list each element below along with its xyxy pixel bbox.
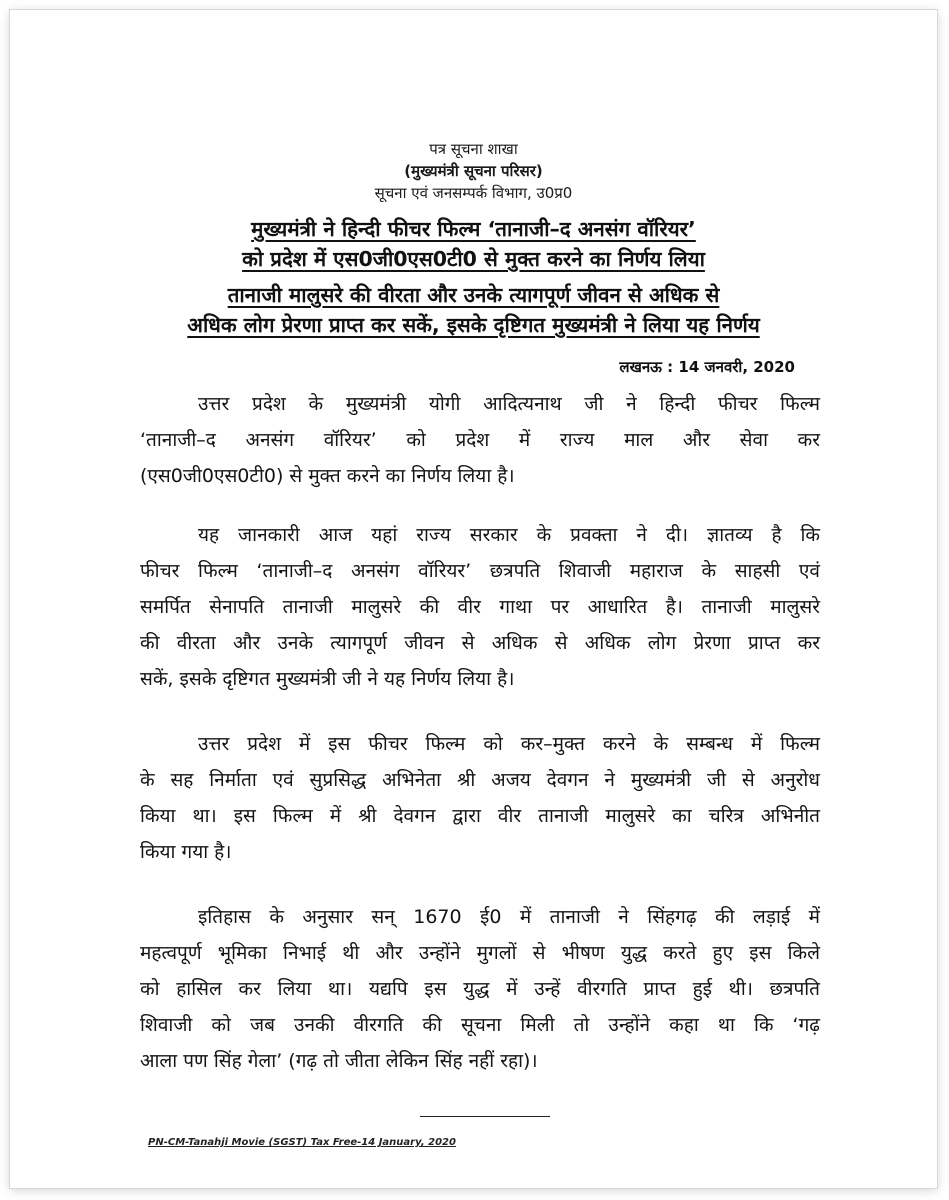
paragraph-3 [140, 726, 820, 870]
paragraph-line: सकें, इसके दृष्टिगत मुख्यमंत्री जी ने यह निर्णय लिया है। [140, 668, 515, 690]
paragraph-line: उत्तर प्रदेश के मुख्यमंत्री योगी आदित्यनाथ जी ने हिन्दी फीचर फिल्म [198, 393, 820, 415]
paragraph-line: फीचर फिल्म ‘तानाजी–द अनसंग वॉरियर’ छत्रपति शिवाजी महाराज के साहसी एवं [140, 560, 820, 582]
headline [10, 214, 937, 274]
paragraph-line: आला पण सिंह गेला’ (गढ़ तो जीता लेकिन सिंह नहीं रहा)। [140, 1050, 538, 1072]
end-divider [420, 1116, 550, 1117]
paragraph-line: को हासिल कर लिया था। यद्यपि इस युद्ध में उन्हें वीरगति प्राप्त हुई थी। छत्रपति [140, 978, 820, 1000]
office-name: (मुख्यमंत्री सूचना परिसर) [404, 162, 543, 180]
paragraph-line: (एस0जी0एस0टी0) से मुक्त करने का निर्णय लिया है। [140, 465, 515, 487]
paragraph-2 [140, 517, 820, 697]
paragraph-line: किया था। इस फिल्म में श्री देवगन द्वारा वीर तानाजी मालुसरे का चरित्र अभिनीत [140, 805, 820, 827]
paragraph-4 [140, 899, 820, 1079]
subheadline [10, 280, 937, 340]
document-page [10, 10, 937, 1188]
paragraph-line: शिवाजी को जब उनकी वीरगति की सूचना मिली तो उन्होंने कहा था कि ‘गढ़ [140, 1014, 820, 1036]
subheadline-line-1: तानाजी मालुसरे की वीरता और उनके त्यागपूर्ण जीवन से अधिक से [227, 283, 720, 307]
paragraph-line: महत्वपूर्ण भूमिका निभाई थी और उन्होंने मुगलों से भीषण युद्ध करते हुए इस किले [140, 942, 820, 964]
dateline: लखनऊ : 14 जनवरी, 2020 [619, 358, 795, 376]
paragraph-line: उत्तर प्रदेश में इस फीचर फिल्म को कर–मुक्त करने के सम्बन्ध में फिल्म [198, 733, 820, 755]
paragraph-line: की वीरता और उनके त्यागपूर्ण जीवन से अधिक से अधिक लोग प्रेरणा प्राप्त कर [140, 632, 820, 654]
headline-line-2: को प्रदेश में एस0जी0एस0टी0 से मुक्त करने का निर्णय लिया [242, 247, 705, 271]
paragraph-line: यह जानकारी आज यहां राज्य सरकार के प्रवक्ता ने दी। ज्ञातव्य है कि [198, 524, 820, 546]
paragraph-line: के सह निर्माता एवं सुप्रसिद्ध अभिनेता श्री अजय देवगन ने मुख्यमंत्री जी से अनुरोध [140, 769, 820, 791]
branch-name: पत्र सूचना शाखा [429, 140, 518, 158]
headline-line-1: मुख्यमंत्री ने हिन्दी फीचर फिल्म ‘तानाजी–द अनसंग वॉरियर’ [251, 217, 696, 241]
footer-reference: PN-CM-Tanahji Movie (SGST) Tax Free-14 January, 2020 [148, 1137, 456, 1148]
letterhead [10, 138, 937, 204]
paragraph-line: किया गया है। [140, 841, 232, 863]
subheadline-line-2: अधिक लोग प्रेरणा प्राप्त कर सकें, इसके दृष्टिगत मुख्यमंत्री ने लिया यह निर्णय [187, 313, 760, 337]
paragraph-line: समर्पित सेनापति तानाजी मालुसरे की वीर गाथा पर आधारित है। तानाजी मालुसरे [140, 596, 820, 618]
department-name: सूचना एवं जनसम्पर्क विभाग, उ0प्र0 [374, 184, 573, 202]
paragraph-line: ‘तानाजी–द अनसंग वॉरियर’ को प्रदेश में राज्य माल और सेवा कर [140, 429, 820, 451]
paragraph-1 [140, 386, 820, 494]
paragraph-line: इतिहास के अनुसार सन् 1670 ई0 में तानाजी ने सिंहगढ़ की लड़ाई में [198, 906, 820, 928]
